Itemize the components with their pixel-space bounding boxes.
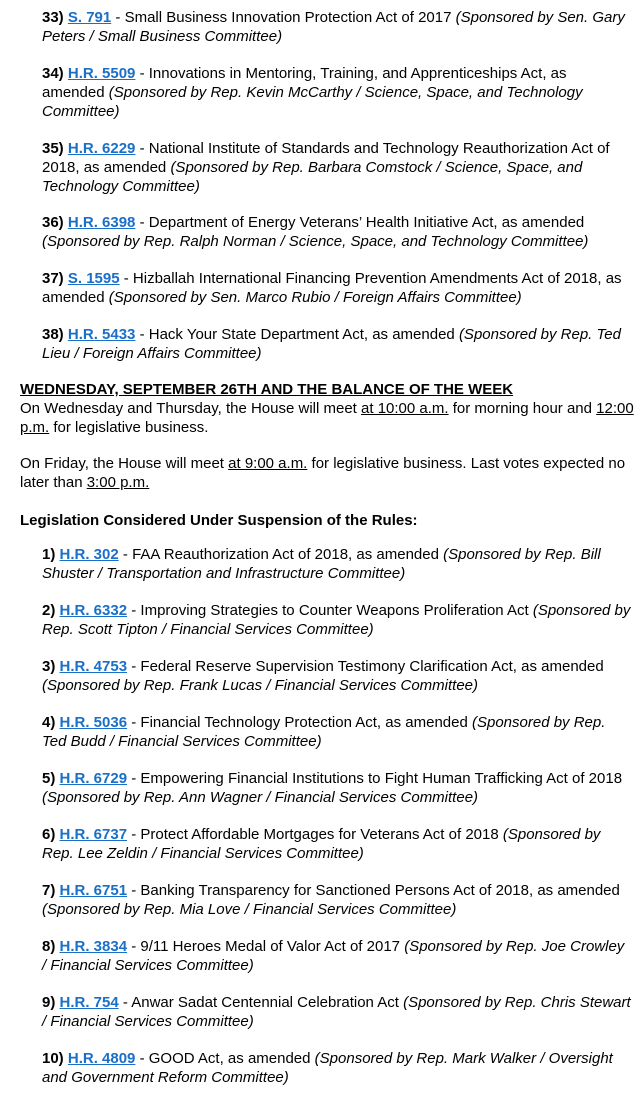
item-number: 9) xyxy=(42,994,56,1011)
bill-sponsor: (Sponsored by Rep. Frank Lucas / Financial Services Committee) xyxy=(42,677,479,694)
list-item: 2) H.R. 6332 - Improving Strategies to Counter Weapons Proliferation Act (Sponsored by Rep. Scott Tipton / Financial Services Committee) xyxy=(42,602,631,638)
list-item: 35) H.R. 6229 - National Institute of Standards and Technology Reauthorization Act of 2018, as amended (Sponsored by Rep. Barbara Comstock / Science, Space, and Technology Committee) xyxy=(42,140,610,195)
item-number: 36) xyxy=(42,214,64,231)
item-number: 2) xyxy=(42,602,56,619)
text-segment: On Wednesday and Thursday, the House will meet xyxy=(20,400,362,417)
list-item: 10) H.R. 4809 - GOOD Act, as amended (Sponsored by Rep. Mark Walker / Oversight and Government Reform Committee) xyxy=(42,1050,613,1086)
item-number: 38) xyxy=(42,326,64,343)
bill-sponsor: (Sponsored by Rep. Ted Lieu / Foreign Affairs Committee) xyxy=(42,326,621,362)
bill-title: Empowering Financial Institutions to Fight Human Trafficking Act of 2018 xyxy=(140,770,623,787)
list-item: 9) H.R. 754 - Anwar Sadat Centennial Celebration Act (Sponsored by Rep. Chris Stewart / Financial Services Committee) xyxy=(42,994,631,1030)
list-item: 5) H.R. 6729 - Empowering Financial Institutions to Fight Human Trafficking Act of 2018 (Sponsored by Rep. Ann Wagner / Financial Services Committee) xyxy=(42,770,623,806)
item-number: 6) xyxy=(42,826,56,843)
bill-sponsor: (Sponsored by Rep. Scott Tipton / Financial Services Committee) xyxy=(42,602,631,638)
bill-title: Improving Strategies to Counter Weapons Proliferation Act xyxy=(140,602,529,619)
bill-sponsor: (Sponsored by Rep. Ralph Norman / Science, Space, and Technology Committee) xyxy=(42,233,589,250)
bill-sponsor: (Sponsored by Rep. Chris Stewart / Financial Services Committee) xyxy=(42,994,631,1030)
text-segment: On Friday, the House will meet xyxy=(20,455,229,472)
bill-link[interactable]: H.R. 6737 xyxy=(59,826,128,843)
bill-title: Department of Energy Veterans’ Health Initiative Act, as amended xyxy=(148,214,585,231)
bill-link[interactable]: H.R. 6229 xyxy=(67,140,136,157)
bill-sponsor: (Sponsored by Rep. Joe Crowley / Financial Services Committee) xyxy=(42,938,625,974)
list-item: 38) H.R. 5433 - Hack Your State Department Act, as amended (Sponsored by Rep. Ted Lieu / Foreign Affairs Committee) xyxy=(42,326,621,362)
bill-title: Federal Reserve Supervision Testimony Clarification Act, as amended xyxy=(140,658,604,675)
bill-sponsor: (Sponsored by Rep. Mark Walker / Oversight and Government Reform Committee) xyxy=(42,1050,613,1086)
time-text: at 9:00 a.m. xyxy=(228,455,308,472)
bill-title: Hizballah International Financing Prevention Amendments Act of 2018, as amended xyxy=(42,270,622,306)
text-segment: for legislative business. Last votes expected no later than xyxy=(20,455,626,491)
bill-title: Small Business Innovation Protection Act of 2017 xyxy=(124,9,452,26)
bill-sponsor: (Sponsored by Rep. Barbara Comstock / Science, Space, and Technology Committee) xyxy=(42,159,583,195)
schedule-paragraph-weekday xyxy=(20,399,635,437)
bill-sponsor: (Sponsored by Rep. Bill Shuster / Transportation and Infrastructure Committee) xyxy=(42,546,601,582)
bill-title: Anwar Sadat Centennial Celebration Act xyxy=(131,994,399,1011)
item-number: 5) xyxy=(42,770,56,787)
item-number: 3) xyxy=(42,658,56,675)
bill-link[interactable]: H.R. 6729 xyxy=(59,770,128,787)
list-item: 6) H.R. 6737 - Protect Affordable Mortgages for Veterans Act of 2018 (Sponsored by Rep. Lee Zeldin / Financial Services Committee) xyxy=(42,826,601,862)
bill-title: FAA Reauthorization Act of 2018, as amended xyxy=(132,546,439,563)
time-text: 12:00 p.m. xyxy=(20,400,634,436)
schedule-paragraph-friday xyxy=(20,454,635,492)
bill-link[interactable]: S. 791 xyxy=(67,9,112,26)
list-item: 8) H.R. 3834 - 9/11 Heroes Medal of Valor Act of 2017 (Sponsored by Rep. Joe Crowley / Financial Services Committee) xyxy=(42,938,625,974)
bill-title: 9/11 Heroes Medal of Valor Act of 2017 xyxy=(140,938,401,955)
suspension-subheading: Legislation Considered Under Suspension of the Rules: xyxy=(20,512,418,529)
bill-link[interactable]: H.R. 3834 xyxy=(59,938,128,955)
bill-title: Financial Technology Protection Act, as amended xyxy=(140,714,468,731)
bill-link[interactable]: H.R. 5433 xyxy=(67,326,136,343)
bill-sponsor: (Sponsored by Sen. Gary Peters / Small Business Committee) xyxy=(42,9,625,45)
list-item: 3) H.R. 4753 - Federal Reserve Supervision Testimony Clarification Act, as amended (Sponsored by Rep. Frank Lucas / Financial Services Committee) xyxy=(42,658,604,694)
list-item: 4) H.R. 5036 - Financial Technology Protection Act, as amended (Sponsored by Rep. Ted Budd / Financial Services Committee) xyxy=(42,714,606,750)
bill-title: Banking Transparency for Sanctioned Persons Act of 2018, as amended xyxy=(140,882,620,899)
item-number: 34) xyxy=(42,65,64,82)
bill-sponsor: (Sponsored by Rep. Ted Budd / Financial Services Committee) xyxy=(42,714,606,750)
bill-link[interactable]: H.R. 302 xyxy=(59,546,119,563)
text-segment: for legislative business. xyxy=(49,419,209,436)
bill-sponsor: (Sponsored by Sen. Marco Rubio / Foreign Affairs Committee) xyxy=(108,289,522,306)
bill-title: Innovations in Mentoring, Training, and Apprenticeships Act, as amended xyxy=(42,65,567,101)
item-number: 4) xyxy=(42,714,56,731)
bill-title: GOOD Act, as amended xyxy=(148,1050,311,1067)
list-item: 7) H.R. 6751 - Banking Transparency for Sanctioned Persons Act of 2018, as amended (Sponsored by Rep. Mia Love / Financial Services Committee) xyxy=(42,882,620,918)
bill-sponsor: (Sponsored by Rep. Mia Love / Financial Services Committee) xyxy=(42,901,457,918)
bill-title: National Institute of Standards and Technology Reauthorization Act of 2018, as amended xyxy=(42,140,610,176)
bill-sponsor: (Sponsored by Rep. Lee Zeldin / Financial Services Committee) xyxy=(42,826,601,862)
item-number: 37) xyxy=(42,270,64,287)
list-item: 34) H.R. 5509 - Innovations in Mentoring, Training, and Apprenticeships Act, as amended (Sponsored by Rep. Kevin McCarthy / Science, Space, and Technology Committee) xyxy=(42,65,583,120)
bill-sponsor: (Sponsored by Rep. Kevin McCarthy / Science, Space, and Technology Committee) xyxy=(42,84,583,120)
item-number: 33) xyxy=(42,9,64,26)
time-text: 3:00 p.m. xyxy=(86,474,150,491)
bill-link[interactable]: S. 1595 xyxy=(67,270,120,287)
section-heading: WEDNESDAY, SEPTEMBER 26TH AND THE BALANCE OF THE WEEK xyxy=(20,381,514,398)
bill-link[interactable]: H.R. 754 xyxy=(59,994,119,1011)
bill-link[interactable]: H.R. 5509 xyxy=(67,65,136,82)
item-number: 10) xyxy=(42,1050,64,1067)
bill-link[interactable]: H.R. 4753 xyxy=(59,658,128,675)
bill-title: Hack Your State Department Act, as amended xyxy=(148,326,455,343)
bill-title: Protect Affordable Mortgages for Veterans Act of 2018 xyxy=(140,826,499,843)
bill-link[interactable]: H.R. 4809 xyxy=(67,1050,136,1067)
time-text: at 10:00 a.m. xyxy=(361,400,449,417)
bill-sponsor: (Sponsored by Rep. Ann Wagner / Financial Services Committee) xyxy=(42,789,479,806)
item-number: 7) xyxy=(42,882,56,899)
item-number: 35) xyxy=(42,140,64,157)
list-item: 37) S. 1595 - Hizballah International Financing Prevention Amendments Act of 2018, as amended (Sponsored by Sen. Marco Rubio / Foreign Affairs Committee) xyxy=(42,270,622,306)
text-segment: for morning hour and xyxy=(448,400,597,417)
bill-link[interactable]: H.R. 6751 xyxy=(59,882,128,899)
bill-link[interactable]: H.R. 6398 xyxy=(67,214,136,231)
item-number: 8) xyxy=(42,938,56,955)
list-item: 1) H.R. 302 - FAA Reauthorization Act of 2018, as amended (Sponsored by Rep. Bill Shuster / Transportation and Infrastructure Committee) xyxy=(42,546,601,582)
bill-link[interactable]: H.R. 5036 xyxy=(59,714,128,731)
list-item: 36) H.R. 6398 - Department of Energy Veterans’ Health Initiative Act, as amended (Sponsored by Rep. Ralph Norman / Science, Space, and Technology Committee) xyxy=(42,214,589,250)
item-number: 1) xyxy=(42,546,56,563)
list-item: 33) S. 791 - Small Business Innovation Protection Act of 2017 (Sponsored by Sen. Gary Peters / Small Business Committee) xyxy=(42,9,625,45)
bill-link[interactable]: H.R. 6332 xyxy=(59,602,128,619)
